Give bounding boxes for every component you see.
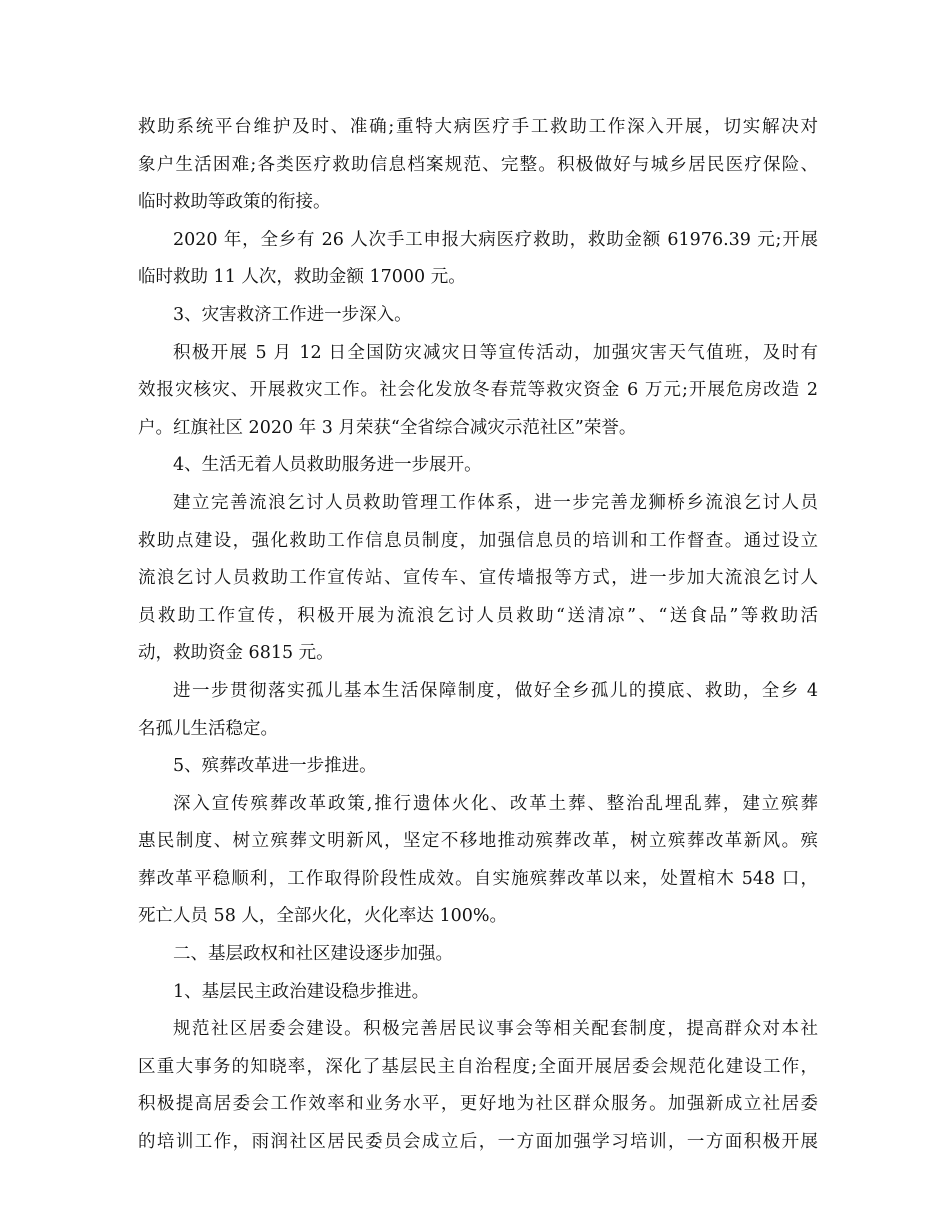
text-line: 进一步贯彻落实孤儿基本生活保障制度，做好全乡孤儿的摸底、救助，全乡 4 — [173, 680, 818, 701]
text-line: 惠民制度、树立殡葬文明新风，坚定不移地推动殡葬改革，树立殡葬改革新风。殡 — [138, 831, 818, 852]
text-line: 2020 年，全乡有 26 人次手工申报大病医疗救助，救助金额 61976.39 元;开展 — [173, 229, 818, 250]
text-line: 户。红旗社区 2020 年 3 月荣获“全省综合减灾示范社区”荣誉。 — [138, 417, 637, 438]
text-line: 救助系统平台维护及时、准确;重特大病医疗手工救助工作深入开展，切实解决对 — [138, 117, 818, 137]
text-line: 1、基层民主政治建设稳步推进。 — [173, 981, 430, 1002]
text-line: 效报灾核灾、开展救灾工作。社会化发放冬春荒等救灾资金 6 万元;开展危房改造 2 — [138, 380, 818, 401]
text-line: 积极提高居委会工作效率和业务水平，更好地为社区群众服务。加强新成立社居委 — [138, 1094, 818, 1115]
text-line: 3、灾害救济工作进一步深入。 — [173, 304, 412, 325]
text-line: 动，救助资金 6815 元。 — [138, 643, 334, 664]
text-line: 积极开展 5 月 12 日全国防灾减灾日等宣传活动，加强灾害天气值班，及时有 — [173, 342, 818, 363]
text-line: 流浪乞讨人员救助工作宣传站、宣传车、宣传墙报等方式，进一步加大流浪乞讨人 — [138, 568, 818, 589]
text-line: 的培训工作，雨润社区居民委员会成立后，一方面加强学习培训，一方面积极开展 — [138, 1132, 818, 1153]
text-line: 员救助工作宣传，积极开展为流浪乞讨人员救助“送清凉”、“送食品”等救助活 — [138, 605, 818, 626]
text-line: 象户生活困难;各类医疗救助信息档案规范、完整。积极做好与城乡居民医疗保险、 — [138, 154, 818, 175]
text-line: 规范社区居委会建设。积极完善居民议事会等相关配套制度，提高群众对本社 — [173, 1019, 818, 1040]
text-line: 深入宣传殡葬改革政策,推行遗体火化、改革土葬、整治乱埋乱葬，建立殡葬 — [173, 793, 818, 814]
text-line: 葬改革平稳顺利，工作取得阶段性成效。自实施殡葬改革以来，处置棺木 548 口， — [138, 868, 818, 889]
text-line: 临时救助 11 人次，救助金额 17000 元。 — [138, 267, 466, 288]
text-line: 名孤儿生活稳定。 — [138, 718, 278, 739]
text-line: 5、殡葬改革进一步推进。 — [173, 756, 377, 777]
text-line: 二、基层政权和社区建设逐步加强。 — [173, 944, 453, 965]
text-line: 救助点建设，强化救助工作信息员制度，加强信息员的培训和工作督查。通过设立 — [138, 530, 818, 551]
text-line: 4、生活无着人员救助服务进一步展开。 — [173, 455, 482, 476]
text-line: 区重大事务的知晓率，深化了基层民主自治程度;全面开展居委会规范化建设工作， — [138, 1056, 818, 1077]
text-line: 建立完善流浪乞讨人员救助管理工作体系，进一步完善龙狮桥乡流浪乞讨人员 — [173, 492, 818, 513]
text-line: 临时救助等政策的衔接。 — [138, 192, 331, 213]
document-body — [138, 109, 818, 1162]
text-line: 死亡人员 58 人，全部火化，火化率达 100%。 — [138, 906, 507, 927]
